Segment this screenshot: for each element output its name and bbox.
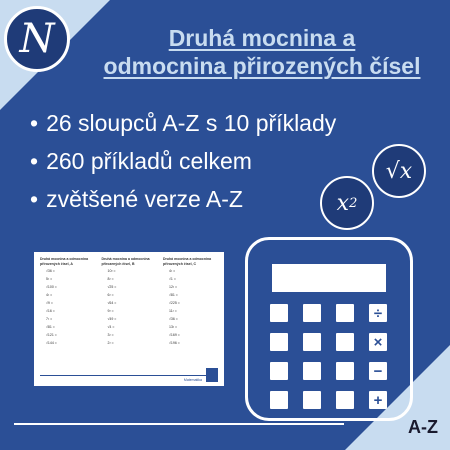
minus-key: −	[369, 362, 387, 380]
worksheet-row: √25 =	[107, 285, 117, 289]
worksheet-footer-rule	[40, 375, 218, 376]
divide-key: ÷	[369, 304, 387, 322]
worksheet-row: √225 =	[169, 301, 180, 305]
worksheet-row: √36 =	[169, 317, 178, 321]
plus-key: +	[369, 391, 387, 409]
calculator-key	[303, 304, 321, 322]
page-title	[78, 24, 446, 80]
calculator-key	[270, 333, 288, 351]
logo-letter: N	[19, 16, 55, 62]
square-exponent: 2	[349, 195, 358, 211]
title-line-1: Druhá mocnina a	[168, 25, 356, 51]
calculator-key	[270, 362, 288, 380]
worksheet-row: 8² =	[107, 277, 114, 281]
worksheet-row: √36 =	[46, 269, 55, 273]
worksheet-row: √16 =	[46, 309, 55, 313]
square-base: x	[336, 190, 350, 216]
square-root-label: √x	[385, 158, 413, 184]
worksheet-row: 4² =	[169, 269, 176, 273]
worksheet-row: 9² =	[107, 309, 114, 313]
title-line-2: odmocnina přirozených čísel	[103, 53, 421, 79]
calculator-key	[303, 362, 321, 380]
square-badge	[320, 176, 374, 230]
worksheet-column	[163, 257, 218, 347]
az-badge: A-Z	[408, 417, 438, 437]
worksheet-column-title: Druhá mocnina a odmocnina přirozených čísel, C	[163, 257, 212, 266]
calculator-screen	[272, 264, 386, 292]
calculator-key	[303, 333, 321, 351]
bottom-rule	[14, 423, 344, 425]
worksheet-row: 4² =	[46, 293, 53, 297]
calculator-key	[303, 391, 321, 409]
calculator-keypad	[270, 304, 387, 409]
square-root-badge	[372, 144, 426, 198]
worksheet-row: √100 =	[46, 285, 57, 289]
calculator-key	[336, 304, 354, 322]
multiply-key: ×	[369, 333, 387, 351]
calculator-icon	[245, 237, 413, 421]
worksheet-row: √169 =	[169, 333, 180, 337]
feature-list	[30, 104, 336, 218]
calculator-key	[270, 391, 288, 409]
worksheet-column	[102, 257, 157, 347]
worksheet-row: 13² =	[169, 325, 178, 329]
worksheet-row: √9 =	[46, 301, 53, 305]
worksheet-column-title: Druhá mocnina a odmocnina přirozených čísel, B	[101, 257, 150, 266]
worksheet-row: √121 =	[46, 333, 57, 337]
logo	[4, 6, 70, 72]
calculator-key	[336, 333, 354, 351]
worksheet-row: 12² =	[169, 285, 178, 289]
worksheet-row: √81 =	[46, 325, 55, 329]
worksheet-row: 7² =	[46, 317, 53, 321]
feature-item: • zvětšené verze A-Z	[30, 180, 336, 218]
worksheet-row: √81 =	[169, 293, 178, 297]
calculator-key	[270, 304, 288, 322]
worksheet-row: √1 =	[169, 277, 176, 281]
worksheet-row: √196 =	[169, 341, 180, 345]
worksheet-preview	[34, 252, 224, 386]
worksheet-brand: Matematika	[183, 378, 202, 382]
worksheet-row: √49 =	[107, 317, 117, 321]
worksheet-column	[40, 257, 95, 347]
worksheet-row: √64 =	[107, 301, 117, 305]
worksheet-row: √4 =	[107, 325, 115, 329]
worksheet-row: 11² =	[169, 309, 177, 313]
feature-item: • 26 sloupců A-Z s 10 příklady	[30, 104, 336, 142]
calculator-key	[336, 391, 354, 409]
calculator-key	[336, 362, 354, 380]
worksheet-row: 5² =	[46, 277, 53, 281]
worksheet-row: √144 =	[46, 341, 57, 345]
worksheet-row: 10² =	[107, 269, 116, 273]
worksheet-column-title: Druhá mocnina a odmocnina přirozených čísel, A	[40, 257, 89, 266]
worksheet-row: 6² =	[107, 293, 114, 297]
worksheet-calculator-icon	[206, 368, 218, 382]
worksheet-row: 3² =	[107, 333, 114, 337]
worksheet-row: 2² =	[107, 341, 114, 345]
feature-item: • 260 příkladů celkem	[30, 142, 336, 180]
